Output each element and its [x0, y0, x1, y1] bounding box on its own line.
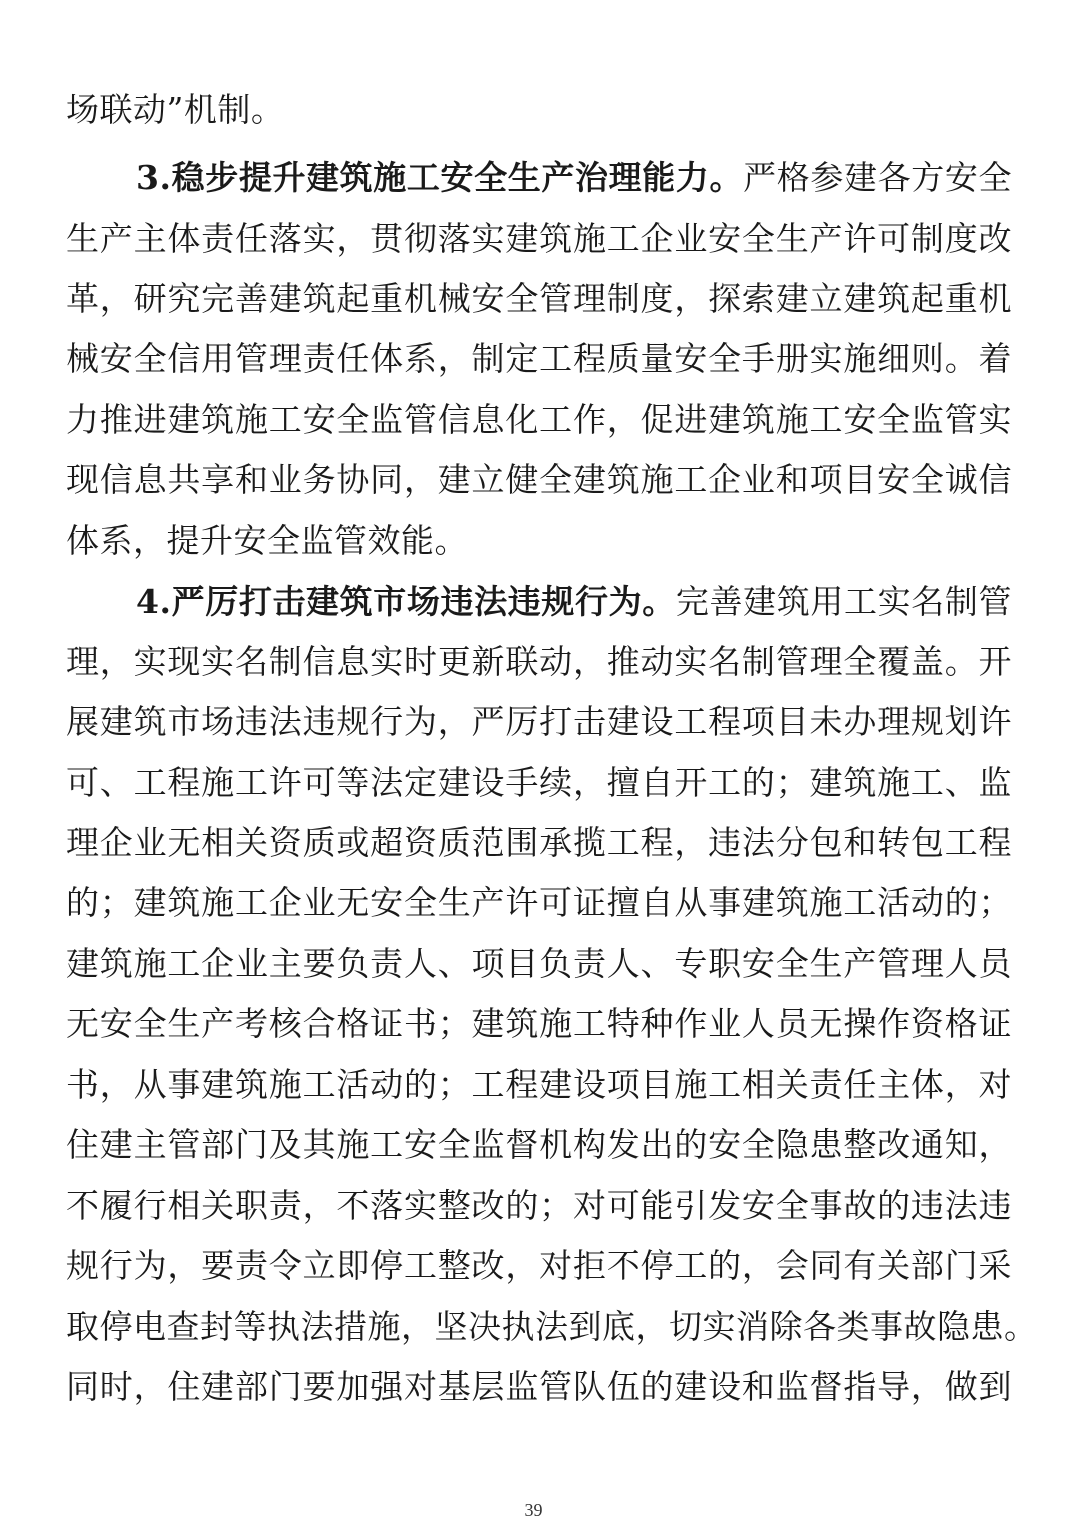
- section-heading-4: 4.严厉打击建筑市场违法违规行为。: [136, 582, 676, 621]
- paragraph-line: 展建筑市场违法违规行为，严厉打击建设工程项目未办理规划许: [66, 702, 1012, 741]
- paragraph-line: 现信息共享和业务协同，建立健全建筑施工企业和项目安全诚信: [66, 460, 1012, 499]
- paragraph-line: 不履行相关职责，不落实整改的；对可能引发安全事故的违法违: [66, 1186, 1012, 1225]
- paragraph-line: 场联动”机制。: [66, 90, 285, 129]
- section-3-first-line: [136, 150, 1012, 206]
- paragraph-text: 严格参建各方安全: [743, 158, 1013, 197]
- paragraph-line: 规行为，要责令立即停工整改，对拒不停工的，会同有关部门采: [66, 1246, 1012, 1285]
- paragraph-line: 生产主体责任落实，贯彻落实建筑施工企业安全生产许可制度改: [66, 219, 1012, 258]
- paragraph-line: 的；建筑施工企业无安全生产许可证擅自从事建筑施工活动的；: [66, 883, 1012, 922]
- paragraph-text: 完善建筑用工实名制管: [675, 582, 1013, 621]
- paragraph-line: 力推进建筑施工安全监管信息化工作，促进建筑施工安全监管实: [66, 400, 1012, 439]
- paragraph-line: 书，从事建筑施工活动的；工程建设项目施工相关责任主体，对: [66, 1065, 1012, 1104]
- paragraph-line: 革，研究完善建筑起重机械安全管理制度，探索建立建筑起重机: [66, 279, 1012, 318]
- paragraph-line: 理企业无相关资质或超资质范围承揽工程，违法分包和转包工程: [66, 823, 1012, 862]
- paragraph-line: 建筑施工企业主要负责人、项目负责人、专职安全生产管理人员: [66, 944, 1012, 983]
- section-heading-3: 3.稳步提升建筑施工安全生产治理能力。: [136, 158, 744, 197]
- paragraph-line: 理，实现实名制信息实时更新联动，推动实名制管理全覆盖。开: [66, 642, 1012, 681]
- paragraph-line: 住建主管部门及其施工安全监督机构发出的安全隐患整改通知，: [66, 1125, 1012, 1164]
- page-number: 39: [524, 1500, 543, 1520]
- paragraph-line: 同时，住建部门要加强对基层监管队伍的建设和监督指导，做到: [66, 1367, 1012, 1406]
- paragraph-line: 械安全信用管理责任体系，制定工程质量安全手册实施细则。着: [66, 339, 1012, 378]
- paragraph-line: 可、工程施工许可等法定建设手续，擅自开工的；建筑施工、监: [66, 763, 1012, 802]
- section-4-first-line: [136, 574, 1012, 630]
- paragraph-line: 体系，提升安全监管效能。: [66, 521, 468, 560]
- paragraph-line: 无安全生产考核合格证书；建筑施工特种作业人员无操作资格证: [66, 1004, 1012, 1043]
- paragraph-line: 取停电查封等执法措施，坚决执法到底，切实消除各类事故隐患。: [66, 1307, 1038, 1346]
